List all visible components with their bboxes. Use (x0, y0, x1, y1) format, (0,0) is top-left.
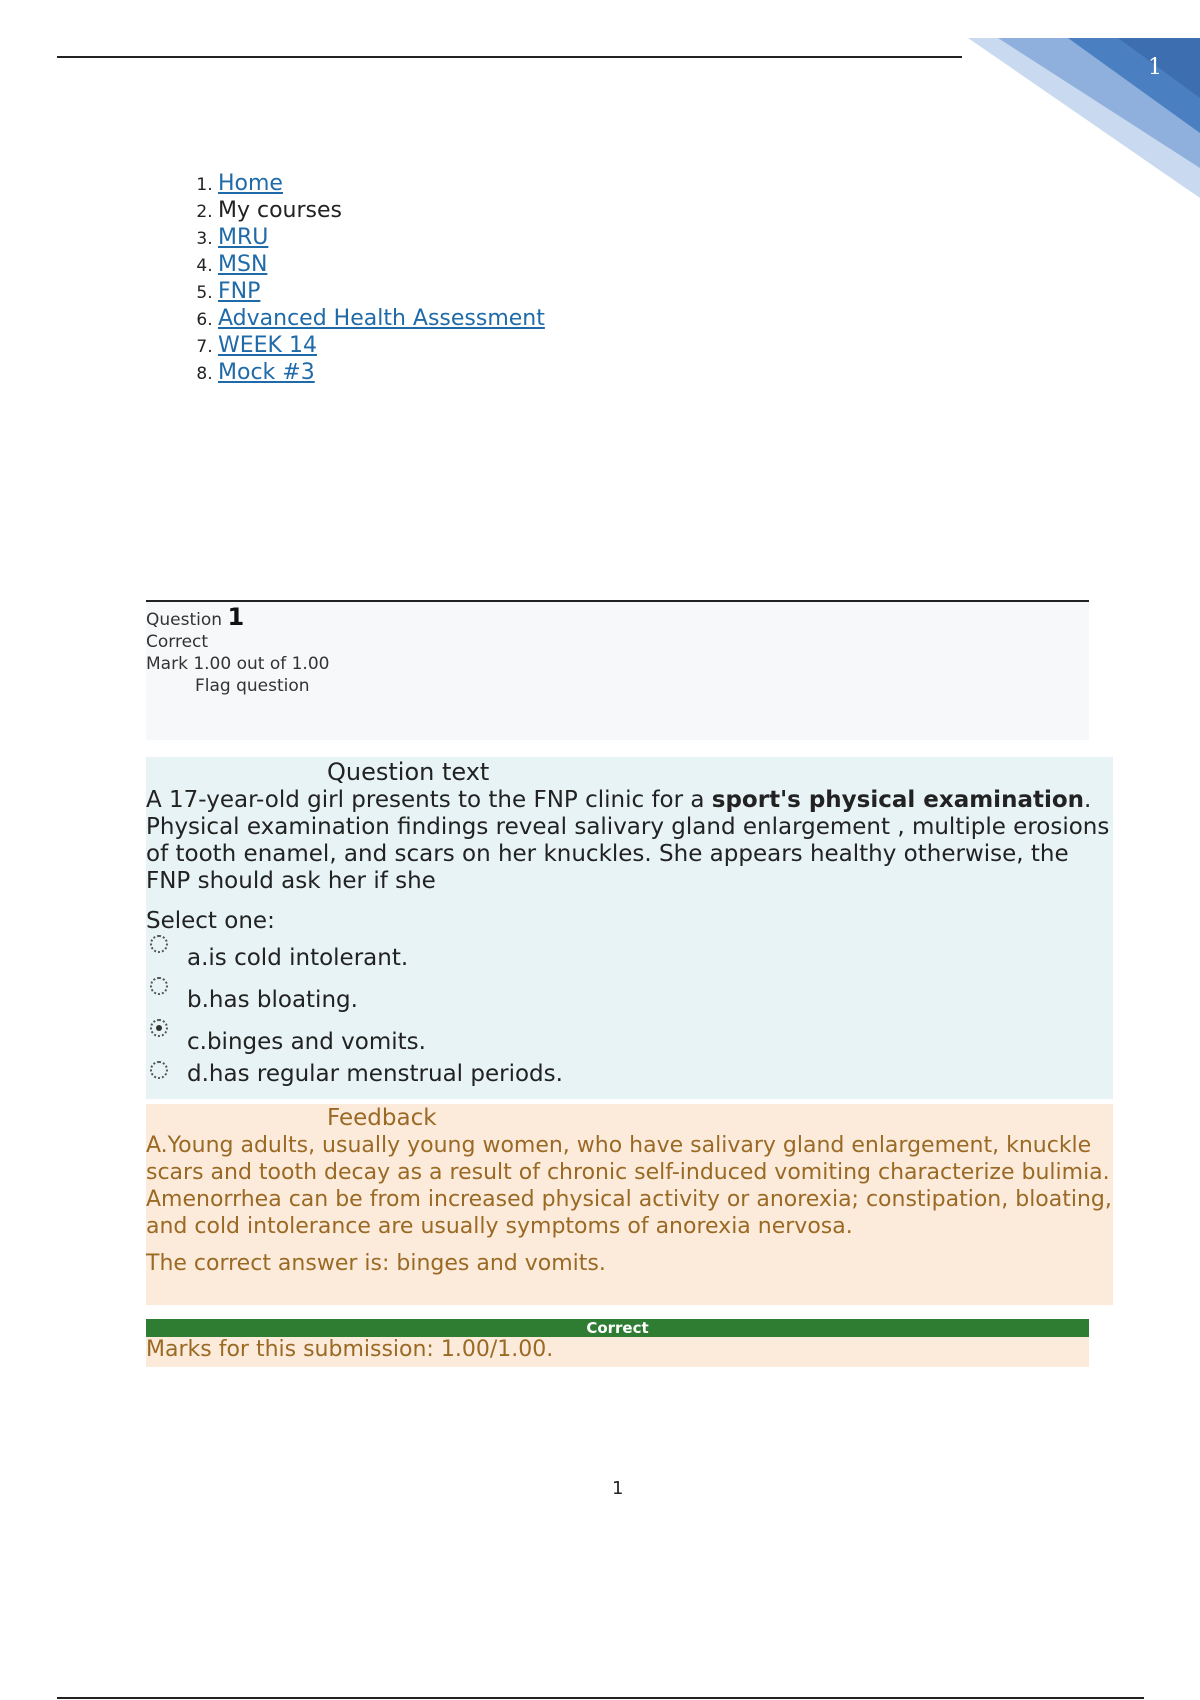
answer-option-b[interactable] (146, 977, 1113, 1019)
breadcrumb-item-fnp[interactable] (218, 278, 545, 305)
breadcrumb-item-course[interactable] (218, 305, 545, 332)
footer-rule (57, 1697, 1144, 1699)
correct-answer-text: The correct answer is: binges and vomits. (146, 1251, 606, 1276)
question-body-end: . Physical examination findings reveal salivary gland enlargement , multiple erosions of tooth enamel, and scars on her knuckles. She appears healthy otherwise, the FNP should ask her if she (146, 787, 1110, 894)
radio-button[interactable] (150, 1061, 168, 1079)
corner-decoration (968, 38, 1200, 198)
feedback-heading: Feedback (327, 1105, 437, 1131)
breadcrumb-link[interactable]: WEEK 14 (218, 333, 317, 358)
question-text-heading: Question text (327, 758, 490, 786)
correct-status-bar: Correct (146, 1319, 1089, 1337)
answer-label: b.has bloating. (187, 987, 358, 1013)
feedback-panel (146, 1104, 1113, 1305)
question-mark: Mark 1.00 out of 1.00 (146, 654, 330, 674)
answer-option-c[interactable] (146, 1019, 1113, 1061)
breadcrumb-text: My courses (218, 198, 342, 223)
question-info-panel (146, 600, 1089, 740)
question-state: Correct (146, 632, 209, 652)
question-text-panel (146, 757, 1113, 1099)
answer-label: d.has regular menstrual periods. (187, 1061, 563, 1087)
question-body (146, 787, 1113, 895)
select-one-label: Select one: (146, 908, 275, 934)
answer-label: a.is cold intolerant. (187, 945, 409, 971)
breadcrumb-item-home[interactable] (218, 170, 545, 197)
feedback-text: A.Young adults, usually young women, who have salivary gland enlargement, knuckle scars and tooth decay as a result of chronic self-induced vomiting characterize bulimia. Amenorrhea can be from increased physical activity or anorexia; constipation, bloating, and cold intolerance are usually symptoms of anorexia nervosa. (146, 1133, 1112, 1239)
breadcrumb-link[interactable]: MRU (218, 225, 269, 250)
radio-button-selected[interactable] (150, 1019, 168, 1037)
answer-option-a[interactable] (146, 935, 1113, 977)
breadcrumb-item-mock[interactable] (218, 359, 545, 386)
breadcrumb-item-my-courses (218, 197, 545, 224)
question-number: 1 (227, 603, 245, 631)
breadcrumb-link[interactable]: Home (218, 171, 283, 196)
answer-label: c.binges and vomits. (187, 1029, 426, 1055)
question-body-start: A 17-year-old girl presents to the FNP clinic for a (146, 787, 712, 813)
breadcrumb-item-msn[interactable] (218, 251, 545, 278)
breadcrumb-item-week[interactable] (218, 332, 545, 359)
breadcrumb-link[interactable]: Advanced Health Assessment (218, 306, 545, 331)
header-rule (57, 56, 962, 58)
marks-for-submission: Marks for this submission: 1.00/1.00. (146, 1337, 1089, 1367)
header-page-number: 1 (1148, 55, 1162, 80)
breadcrumb-item-mru[interactable] (218, 224, 545, 251)
flag-question-button[interactable]: Flag question (195, 676, 310, 696)
question-label: Question (146, 610, 223, 630)
breadcrumb-link[interactable]: FNP (218, 279, 261, 304)
breadcrumb (170, 170, 545, 386)
radio-button[interactable] (150, 977, 168, 995)
breadcrumb-link[interactable]: Mock #3 (218, 360, 315, 385)
footer-page-number: 1 (612, 1478, 624, 1499)
breadcrumb-link[interactable]: MSN (218, 252, 268, 277)
radio-button[interactable] (150, 935, 168, 953)
answer-option-d[interactable] (146, 1061, 1113, 1095)
question-body-bold: sport's physical examination (711, 787, 1085, 813)
